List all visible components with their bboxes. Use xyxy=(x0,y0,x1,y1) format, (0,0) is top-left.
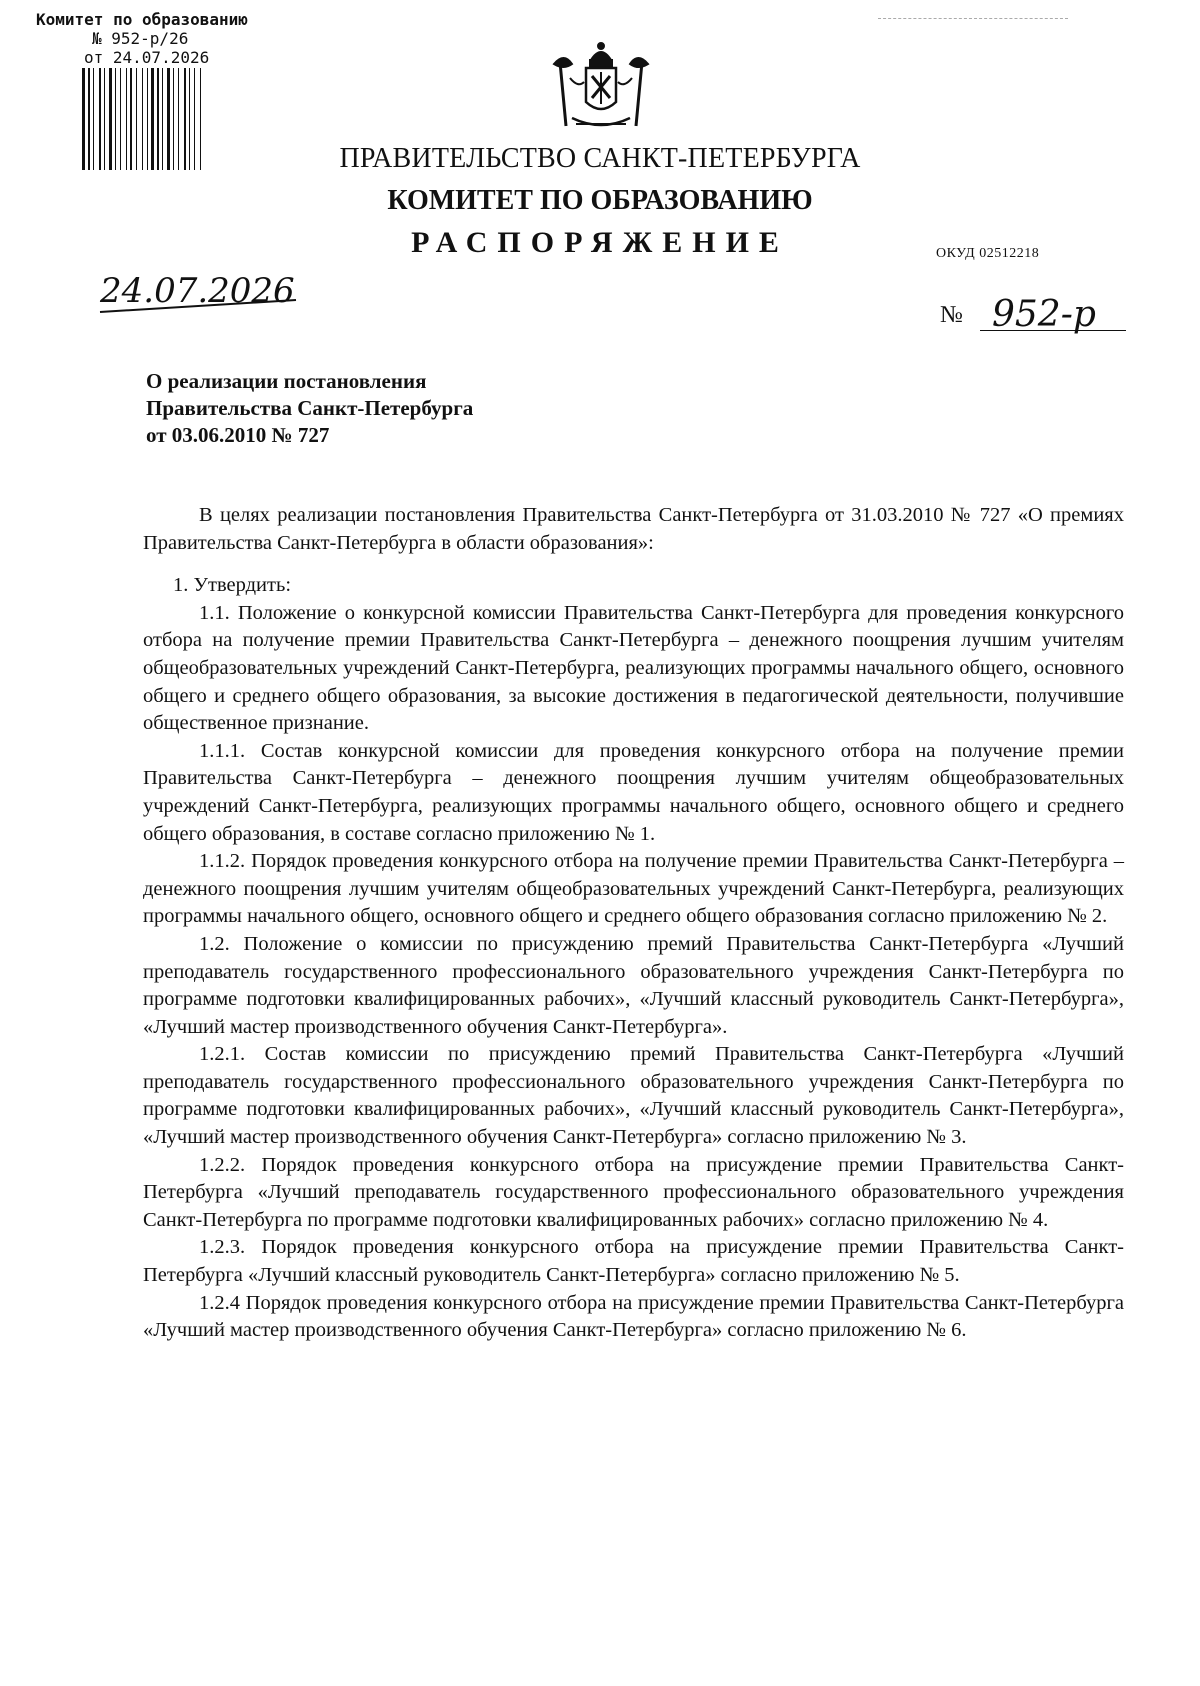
clause-1-2: 1.2. Положение о комиссии по присуждению премий Правительства Санкт-Петербурга «Лучший преподаватель государственного профессионального образовательного учреждения Санкт-Петербурга по программе подготовки квалифицированных рабочих», «Лучший классный руководитель Санкт-Петербурга», «Лучший мастер производственного обучения Санкт-Петербурга». xyxy=(143,932,1124,1038)
clause-1-2-1: 1.2.1. Состав комиссии по присуждению премий Правительства Санкт-Петербурга «Лучший преподаватель государственного профессионального образовательного учреждения Санкт-Петербурга по программе подготовки квалифицированных рабочих», «Лучший классный руководитель Санкт-Петербурга», «Лучший мастер производственного обучения Санкт-Петербурга» согласно приложению № 3. xyxy=(143,1043,1124,1149)
stamp-number: № 952-р/26 xyxy=(92,29,189,48)
clause-1-2-2: 1.2.2. Порядок проведения конкурсного отбора на присуждение премии Правительства Санкт-Петербурга «Лучший преподаватель государственного профессионального образовательного учреждения Санкт-Петербурга по программе подготовки квалифицированных рабочих» согласно приложению № 4. xyxy=(143,1153,1124,1231)
stamp-date: от 24.07.2026 xyxy=(84,48,210,67)
coat-of-arms-emblem xyxy=(546,38,656,136)
document-type-title: РАСПОРЯЖЕНИЕ xyxy=(411,226,789,259)
clause-1-2-3: 1.2.3. Порядок проведения конкурсного отбора на присуждение премии Правительства Санкт-Петербурга «Лучший классный руководитель Санкт-Петербурга» согласно приложению № 5. xyxy=(143,1236,1124,1287)
handwritten-number-text: 952-р xyxy=(992,294,1096,335)
committee-title: КОМИТЕТ ПО ОБРАЗОВАНИЮ xyxy=(387,185,813,216)
clause-1-1-2: 1.1.2. Порядок проведения конкурсного отбора на получение премии Правительства Санкт-Петербурга – денежного поощрения лучшим учителям общеобразовательных учреждений Санкт-Петербурга, реализующих программы начального общего, основного общего и среднего общего образования согласно приложению № 2. xyxy=(143,850,1124,928)
top-right-mark xyxy=(878,18,1068,19)
subject-line-1: О реализации постановления xyxy=(146,369,427,393)
subject-line-3: от 03.06.2010 № 727 xyxy=(146,423,330,447)
preamble-paragraph: В целях реализации постановления Правительства Санкт-Петербурга от 31.03.2010 № 727 «О премиях Правительства Санкт-Петербурга в области образования»: xyxy=(143,504,1124,554)
stamp-org: Комитет по образованию xyxy=(36,10,248,29)
clause-1-1-1: 1.1.1. Состав конкурсной комиссии для проведения конкурсного отбора на получение премии Правительства Санкт-Петербурга – денежного поощрения лучшим учителям общеобразовательных учреждений Санкт-Петербурга, реализующих программы начального общего, основного общего и среднего общего образования, в составе согласно приложению № 1. xyxy=(143,739,1124,845)
okud-code: ОКУД 02512218 xyxy=(936,246,1040,261)
clause-1-1: 1.1. Положение о конкурсной комиссии Правительства Санкт-Петербурга для проведения конкурсного отбора на получение премии Правительства Санкт-Петербурга – денежного поощрения лучшим учителям общеобразовательных учреждений Санкт-Петербурга, реализующих программы начального общего, основного общего и среднего общего образования, за высокие достижения в педагогической деятельности, получившие общественное признание. xyxy=(143,601,1124,735)
document-body xyxy=(143,502,1124,1345)
number-label: № xyxy=(940,302,963,328)
clause-1: 1. Утвердить: xyxy=(173,574,292,597)
barcode xyxy=(80,68,232,170)
handwritten-date-text: 24.07.2026 xyxy=(100,271,295,311)
handwritten-number xyxy=(980,268,1130,348)
handwritten-date xyxy=(98,266,298,322)
registration-stamp xyxy=(36,10,276,67)
document-subject xyxy=(146,368,626,449)
government-title: ПРАВИТЕЛЬСТВО САНКТ-ПЕТЕРБУРГА xyxy=(339,143,861,174)
clause-1-2-4: 1.2.4 Порядок проведения конкурсного отбора на присуждение премии Правительства Санкт-Петербурга «Лучший мастер производственного обучения Санкт-Петербурга» согласно приложению № 6. xyxy=(143,1291,1124,1342)
subject-line-2: Правительства Санкт-Петербурга xyxy=(146,396,474,420)
